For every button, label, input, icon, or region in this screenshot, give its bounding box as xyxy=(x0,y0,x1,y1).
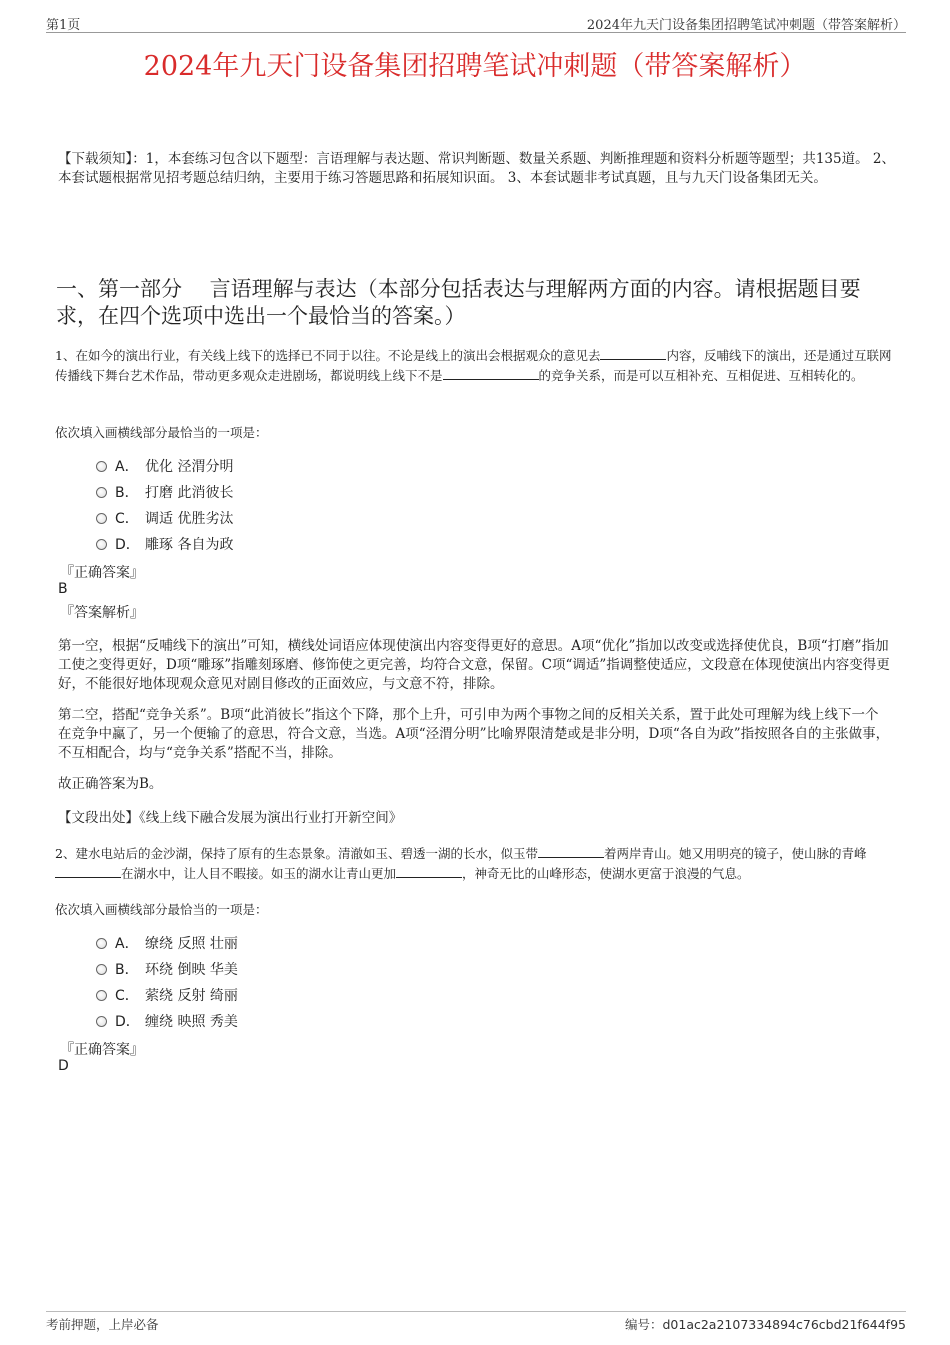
option-letter: A． xyxy=(115,459,139,475)
header-doc-title: 2024年九天门设备集团招聘笔试冲刺题（带答案解析） xyxy=(586,18,906,33)
radio-icon[interactable] xyxy=(96,938,107,949)
option-c[interactable] xyxy=(96,985,238,1005)
option-text: 缠绕 映照 秀美 xyxy=(145,1014,238,1030)
answer-blank xyxy=(396,865,462,878)
radio-icon[interactable] xyxy=(96,1016,107,1027)
document-code xyxy=(625,1315,906,1333)
correct-answer-label: 『正确答案』 xyxy=(60,1042,144,1058)
option-b[interactable] xyxy=(96,959,238,979)
question-2-text xyxy=(55,844,903,884)
option-letter: A． xyxy=(115,936,139,952)
footer-divider xyxy=(46,1311,906,1312)
header-divider xyxy=(46,32,906,33)
option-letter: C． xyxy=(115,511,139,527)
analysis-paragraph-2: 第二空，搭配“竞争关系”。B项“此消彼长”指这个下降，那个上升，可引申为两个事物之间的反相关关系，置于此处可理解为线上线下一个在竞争中赢了，另一个便输了的意思，符合文意，当选。A项“泾渭分明”比喻界限清楚或是非分明，D项“各自为政”指按照各自的主张做事，不互相配合，均与“竞争关系”搭配不当，排除。 xyxy=(58,707,890,761)
q2-text-part: 着两岸青山。她又用明亮的镜子，使山脉的青峰 xyxy=(603,846,867,861)
question-2-prompt: 依次填入画横线部分最恰当的一项是： xyxy=(55,902,268,917)
option-text: 优化 泾渭分明 xyxy=(145,459,234,475)
correct-answer-value: D xyxy=(58,1058,69,1074)
option-letter: D． xyxy=(115,1014,140,1030)
option-c[interactable] xyxy=(96,508,233,528)
radio-icon[interactable] xyxy=(96,513,107,524)
radio-icon[interactable] xyxy=(96,487,107,498)
option-b[interactable] xyxy=(96,482,233,502)
answer-blank xyxy=(600,347,666,360)
radio-icon[interactable] xyxy=(96,990,107,1001)
answer-blank xyxy=(443,367,539,380)
option-d[interactable] xyxy=(96,534,233,554)
option-text: 缭绕 反照 壮丽 xyxy=(145,936,238,952)
correct-answer-value: B xyxy=(58,581,68,597)
option-text: 环绕 倒映 华美 xyxy=(145,962,238,978)
question-1-text xyxy=(55,346,903,386)
page-number: 第1页 xyxy=(46,18,81,33)
document-title: 2024年九天门设备集团招聘笔试冲刺题（带答案解析） xyxy=(143,51,807,82)
option-text: 萦绕 反射 绮丽 xyxy=(145,988,238,1004)
radio-icon[interactable] xyxy=(96,539,107,550)
q1-text-part: 内容，反哺线下的演出，还是通过互联网传播线下舞台艺术作品，带动更多观众走进剧场，都说明线上线下不是 xyxy=(55,348,892,383)
question-1-prompt: 依次填入画横线部分最恰当的一项是： xyxy=(55,425,268,440)
radio-icon[interactable] xyxy=(96,461,107,472)
answer-blank xyxy=(538,845,604,858)
answer-blank xyxy=(55,865,121,878)
q1-text-part: 的竞争关系，而是可以互相补充、互相促进、互相转化的。 xyxy=(538,368,864,383)
q2-text-part: 在湖水中，让人目不暇接。如玉的湖水让青山更加 xyxy=(121,866,397,881)
option-letter: C． xyxy=(115,988,139,1004)
q2-text-part: 2、建水电站后的金沙湖，保持了原有的生态景象。清澈如玉、碧透一湖的长水，似玉带 xyxy=(55,846,538,861)
option-letter: B． xyxy=(115,485,139,501)
option-text: 雕琢 各自为政 xyxy=(145,537,234,553)
section-heading: 一、第一部分 言语理解与表达（本部分包括表达与理解两方面的内容。请根据题目要求，在四个选项中选出一个最恰当的答案。） xyxy=(56,277,861,328)
download-notice: 【下载须知】：1，本套练习包含以下题型：言语理解与表达题、常识判断题、数量关系题、判断推理题和资料分析题等题型；共135道。 2、本套试题根据常见招考题总结归纳，主要用于练习答题思路和拓展知识面。 3、本套试题非考试真题，且与九天门设备集团无关。 xyxy=(58,151,895,186)
code-label: 编号： xyxy=(624,1317,663,1332)
option-letter: B． xyxy=(115,962,139,978)
option-d[interactable] xyxy=(96,1011,238,1031)
analysis-conclusion: 故正确答案为B。 xyxy=(58,776,163,792)
option-text: 调适 优胜劣汰 xyxy=(145,511,234,527)
option-text: 打磨 此消彼长 xyxy=(145,485,234,501)
footer-slogan: 考前押题，上岸必备 xyxy=(46,1317,159,1332)
correct-answer-label: 『正确答案』 xyxy=(60,565,144,581)
q2-text-part: ，神奇无比的山峰形态，使湖水更富于浪漫的气息。 xyxy=(462,866,750,881)
q1-text-part: 1、在如今的演出行业，有关线上线下的选择已不同于以往。不论是线上的演出会根据观众的意见去 xyxy=(55,348,601,363)
code-value: d01ac2a2107334894c76cbd21f644f95 xyxy=(662,1317,906,1332)
analysis-paragraph-1: 第一空，根据“反哺线下的演出”可知，横线处词语应体现使演出内容变得更好的意思。A项“优化”指加以改变或选择使优良，B项“打磨”指加工使之变得更好，D项“雕琢”指雕刻琢磨、修饰使之更完善，均符合文意，保留。C项“调适”指调整使适应，文段意在体现使演出内容变得更好，不能很好地体现观众意见对剧目修改的正面效应，与文意不符，排除。 xyxy=(58,638,890,692)
option-a[interactable] xyxy=(96,933,238,953)
option-a[interactable] xyxy=(96,456,233,476)
option-letter: D． xyxy=(115,537,140,553)
radio-icon[interactable] xyxy=(96,964,107,975)
passage-source: 【文段出处】《线上线下融合发展为演出行业打开新空间》 xyxy=(58,810,403,826)
analysis-label: 『答案解析』 xyxy=(60,605,144,621)
